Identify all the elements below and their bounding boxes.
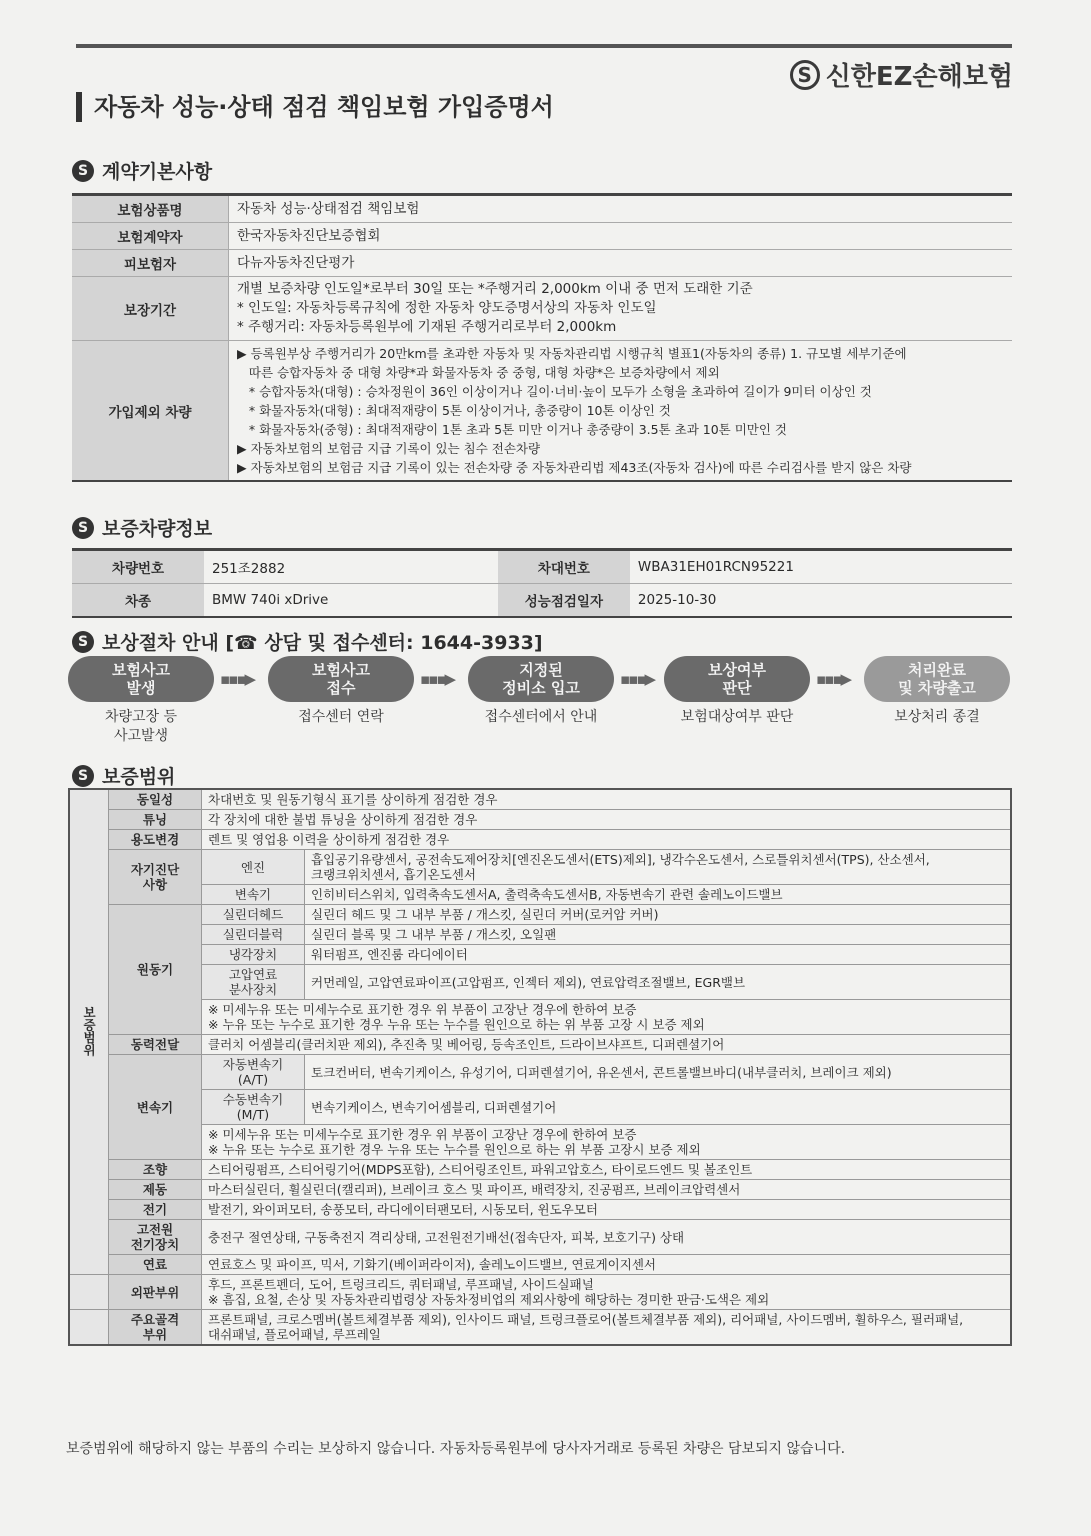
contract-value-line: 자동차 성능·상태점검 책임보험 [237,200,420,217]
contract-value-line: 다뉴자동차진단평가 [237,254,355,271]
claim-process-flow [68,656,1012,756]
text-drive: 클러치 어셈블리(클러치판 제외), 추진축 및 베어링, 등속조인트, 드라이브샤프트, 디퍼렌셜기어 [202,1035,1012,1055]
sub-engine: 엔진 [202,850,305,885]
contract-row-value [229,341,1013,482]
text-usage: 렌트 및 영업용 이력을 상이하게 점검한 경우 [202,830,1012,850]
sub-transmission: 변속기 [202,885,305,905]
vin-value: WBA31EH01RCN95221 [630,550,1012,584]
text-frame: 프론트패널, 크로스멤버(볼트체결부품 제외), 인사이드 패널, 트렁크플로어(볼트체결부품 제외), 리어패널, 사이드멤버, 휠하우스, 필러패널, 대쉬패널, 플로어패널, 루프레일 [202,1310,1012,1346]
flow-arrow-icon: ▪▪▪▶ [816,670,851,688]
claim-step-label: 보상여부 판단 [664,656,810,702]
cat-fuel: 연료 [109,1255,202,1275]
section-title-text: 계약기본사항 [102,161,213,183]
sub-fuel-injection: 고압연료 분사장치 [202,965,305,1000]
contract-row-label: 피보험자 [72,250,229,277]
contract-row-label: 보험계약자 [72,223,229,250]
cat-hv: 고전원 전기장치 [109,1220,202,1255]
flow-arrow-icon: ▪▪▪▶ [220,670,255,688]
plate-value: 251조2882 [204,550,498,584]
claim-step-label: 처리완료 및 차량출고 [864,656,1010,702]
coverage-table [68,788,1012,1346]
cat-selfdiag: 자기진단 사항 [109,850,202,905]
section-bullet-icon: S [72,765,94,787]
text-steering: 스티어링펌프, 스티어링기어(MDPS포함), 스티어링조인트, 파워고압호스, 타이로드엔드 및 볼조인트 [202,1160,1012,1180]
company-name: 신한EZ손해보험 [825,62,1013,92]
model-value: BMW 740i xDrive [204,584,498,618]
sub-mt: 수동변속기 (M/T) [202,1090,305,1125]
inspection-date-label: 성능점검일자 [498,584,630,618]
text-brake: 마스터실린더, 휠실린더(캘리퍼), 브레이크 호스 및 파이프, 배력장치, 진공펌프, 브레이크압력센서 [202,1180,1012,1200]
cat-exterior: 외판부위 [109,1275,202,1310]
contract-value-line: 개별 보증차량 인도일*로부터 30일 또는 *주행거리 2,000km 이내 중 먼저 도래한 기준 [237,281,753,297]
text-exterior: 후드, 프론트펜더, 도어, 트렁크리드, 쿼터패널, 루프패널, 사이드실패널 ※ 흠집, 요철, 손상 및 자동차관리법령상 자동차정비업의 제외사항에 해당하는 경미한 판금·도색은 제외 [202,1275,1012,1310]
contract-row-value [229,277,1013,341]
contract-value-line: 한국자동차진단보증협회 [237,227,381,244]
sub-cooling: 냉각장치 [202,945,305,965]
contract-row [72,250,1012,277]
claim-step [468,656,614,727]
cat-steering: 조향 [109,1160,202,1180]
top-rule [76,44,1012,48]
contract-value-line: * 인도일: 자동차등록규칙에 정한 자동차 양도증명서상의 자동차 인도일 [237,300,657,316]
contract-table [72,193,1012,482]
section-title-text: 보증차량정보 [102,518,213,540]
section-bullet-icon: S [72,160,94,182]
cat-drive: 동력전달 [109,1035,202,1055]
cat-tuning: 튜닝 [109,810,202,830]
text-fuel: 연료호스 및 파이프, 믹서, 기화기(베이퍼라이저), 솔레노이드밸브, 연료게이지센서 [202,1255,1012,1275]
contract-row [72,223,1012,250]
flow-arrow-icon: ▪▪▪▶ [620,670,655,688]
coverage-side-label: 보증범위 [69,789,109,1275]
section-bullet-icon: S [72,517,94,539]
section-contract-title [72,157,212,184]
vin-label: 차대번호 [498,550,630,584]
claim-step-desc: 보험대상여부 판단 [680,709,794,725]
claim-step-desc: 접수센터에서 안내 [484,709,598,725]
contract-row [72,341,1012,482]
text-at: 토크컨버터, 변속기케이스, 유성기어, 디퍼렌셜기어, 유온센서, 콘트롤밸브바디(내부클러치, 브레이크 제외) [305,1055,1012,1090]
cat-brake: 제동 [109,1180,202,1200]
claim-step [664,656,810,727]
claim-step-label: 보험사고 발생 [68,656,214,702]
cat-transmission: 변속기 [109,1055,202,1160]
company-logo [790,56,1013,93]
claim-step-desc: 보상처리 종결 [894,709,980,725]
engine-note: ※ 미세누유 또는 미세누수로 표기한 경우 위 부품이 고장난 경우에 한하여 보증 ※ 누유 또는 누수로 표기한 경우 누유 또는 누수를 원인으로 하는 위 부품 고장 시 보증 제외 [202,1000,1012,1035]
contract-row-label: 가입제외 차량 [72,341,229,482]
text-fuel-injection: 커먼레일, 고압연료파이프(고압펌프, 인젝터 제외), 연료압력조절밸브, EGR밸브 [305,965,1012,1000]
contract-row [72,195,1012,223]
footer-notice: 보증범위에 해당하지 않는 부품의 수리는 보상하지 않습니다. 자동차등록원부에 당사자거래로 등록된 차량은 담보되지 않습니다. [66,1441,846,1457]
claim-step-label: 지정된 정비소 입고 [468,656,614,702]
document-title: 자동차 성능·상태 점검 책임보험 가입증명서 [76,92,554,122]
text-cylinder-head: 실린더 헤드 및 그 내부 부품 / 개스킷, 실린더 커버(로커암 커버) [305,905,1012,925]
section-coverage-title [72,762,175,789]
coverage-side-filler [69,1310,109,1346]
section-vehicle-title [72,514,212,541]
section-claim-title [72,628,543,655]
contract-row-value [229,223,1013,250]
contract-row-value [229,250,1013,277]
transmission-note: ※ 미세누유 또는 미세누수로 표기한 경우 위 부품이 고장난 경우에 한하여 보증 ※ 누유 또는 누수로 표기한 경우 누유 또는 누수를 원인으로 하는 위 부품 고장시 보증 제외 [202,1125,1012,1160]
cat-frame: 주요골격 부위 [109,1310,202,1346]
contract-value-line: * 화물자동차(중형) : 최대적재량이 1톤 초과 5톤 미만 이거나 총중량이 3.5톤 초과 10톤 미만인 것 [237,422,788,437]
flow-arrow-icon: ▪▪▪▶ [420,670,455,688]
claim-step-label: 보험사고 접수 [268,656,414,702]
coverage-side-filler [69,1275,109,1310]
claim-step-desc: 접수센터 연락 [298,709,384,725]
text-cylinder-block: 실린더 블록 및 그 내부 부품 / 개스킷, 오일팬 [305,925,1012,945]
contract-row [72,277,1012,341]
sub-at: 자동변속기 (A/T) [202,1055,305,1090]
cat-identity: 동일성 [109,789,202,810]
text-selfdiag-engine: 흡입공기유량센서, 공전속도제어장치[엔진온도센서(ETS)제외], 냉각수온도센서, 스로틀위치센서(TPS), 산소센서, 크랭크위치센서, 흡기온도센서 [305,850,1012,885]
sub-cylinder-block: 실린더블럭 [202,925,305,945]
text-electric: 발전기, 와이퍼모터, 송풍모터, 라디에이터팬모터, 시동모터, 윈도우모터 [202,1200,1012,1220]
text-hv: 충전구 절연상태, 구동축전지 격리상태, 고전원전기배선(접속단자, 피복, 보호기구) 상태 [202,1220,1012,1255]
sub-cylinder-head: 실린더헤드 [202,905,305,925]
contract-value-line: * 주행거리: 자동차등록원부에 기재된 주행거리로부터 2,000km [237,319,617,335]
contract-value-line: ▶ 등록원부상 주행거리가 20만km를 초과한 자동차 및 자동차관리법 시행규칙 별표1(자동차의 종류) 1. 규모별 세부기준에 [237,346,907,361]
contract-value-line: 따른 승합자동차 중 대형 차량*과 화물자동차 중 중형, 대형 차량*은 보증차량에서 제외 [237,365,720,380]
text-cooling: 워터펌프, 엔진룸 라디에이터 [305,945,1012,965]
text-selfdiag-trans: 인히비터스위치, 입력축속도센서A, 출력축속도센서B, 자동변속기 관련 솔레노이드밸브 [305,885,1012,905]
contract-value-line: * 승합자동차(대형) : 승차정원이 36인 이상이거나 길이·너비·높이 모두가 소형을 초과하여 길이가 9미터 이상인 것 [237,384,872,399]
claim-step [864,656,1010,727]
contract-value-line: * 화물자동차(대형) : 최대적재량이 5톤 이상이거나, 총중량이 10톤 이상인 것 [237,403,671,418]
section-title-text: 보증범위 [102,766,176,788]
text-mt: 변속기케이스, 변속기어셈블리, 디퍼렌셜기어 [305,1090,1012,1125]
contract-value-line: ▶ 자동차보험의 보험금 지급 기록이 있는 전손차량 중 자동차관리법 제43조(자동차 검사)에 따른 수리검사를 받지 않은 차량 [237,460,912,475]
plate-label: 차량번호 [72,550,204,584]
contract-row-label: 보험상품명 [72,195,229,223]
cat-electric: 전기 [109,1200,202,1220]
shinhan-logo-icon: S [790,60,820,90]
claim-step [268,656,414,727]
cat-usage: 용도변경 [109,830,202,850]
text-identity: 차대번호 및 원동기형식 표기를 상이하게 점검한 경우 [202,789,1012,810]
claim-step-desc: 차량고장 등 사고발생 [104,709,178,744]
inspection-date-value: 2025-10-30 [630,584,1012,618]
cat-engine: 원동기 [109,905,202,1035]
vehicle-table [72,548,1012,618]
model-label: 차종 [72,584,204,618]
section-bullet-icon: S [72,631,94,653]
section-title-text: 보상절차 안내 [☎ 상담 및 접수센터: 1644-3933] [102,632,543,654]
contract-value-line: ▶ 자동차보험의 보험금 지급 기록이 있는 침수 전손차량 [237,441,541,456]
text-tuning: 각 장치에 대한 불법 튜닝을 상이하게 점검한 경우 [202,810,1012,830]
claim-step [68,656,214,746]
contract-row-label: 보장기간 [72,277,229,341]
contract-row-value [229,195,1013,223]
